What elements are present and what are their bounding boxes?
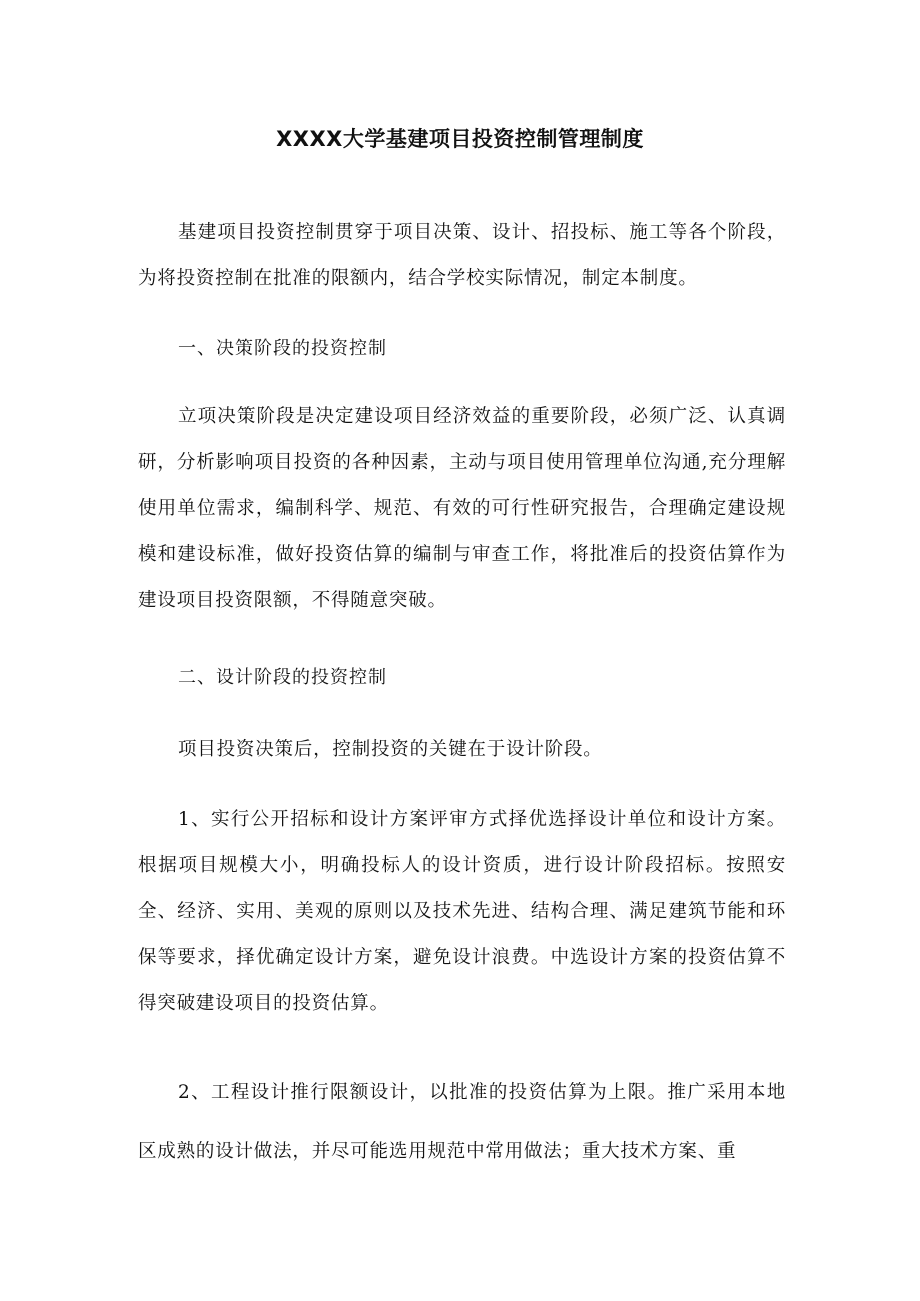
section-heading-decision: 一、决策阶段的投资控制: [178, 338, 387, 359]
document-title: XXXX大学基建项目投资控制管理制度: [276, 127, 644, 151]
design-item-2-paragraph: 2、工程设计推行限额设计，以批准的投资估算为上限。推广采用本地区成熟的设计做法，并尽可能选用规范中常用做法；重大技术方案、重: [138, 1082, 786, 1162]
design-stage-lead-paragraph: 项目投资决策后，控制投资的关键在于设计阶段。: [178, 739, 603, 760]
design-item-1-paragraph: 1、实行公开招标和设计方案评审方式择优选择设计单位和设计方案。根据项目规模大小，明确投标人的设计资质，进行设计阶段招标。按照安全、经济、实用、美观的原则以及技术先进、结构合理、满足建筑节能和环保等要求，择优确定设计方案，避免设计浪费。中选设计方案的投资估算不得突破建设项目的投资估算。: [138, 809, 786, 1014]
decision-stage-paragraph: 立项决策阶段是决定建设项目经济效益的重要阶段，必须广泛、认真调研，分析影响项目投资的各种因素，主动与项目使用管理单位沟通,充分理解使用单位需求，编制科学、规范、有效的可行性研究报告，合理确定建设规模和建设标准，做好投资估算的编制与审查工作，将批准后的投资估算作为建设项目投资限额，不得随意突破。: [138, 406, 786, 611]
section-heading-design: 二、设计阶段的投资控制: [178, 667, 387, 688]
intro-paragraph: 基建项目投资控制贯穿于项目决策、设计、招投标、施工等各个阶段，为将投资控制在批准的限额内，结合学校实际情况，制定本制度。: [138, 222, 786, 289]
